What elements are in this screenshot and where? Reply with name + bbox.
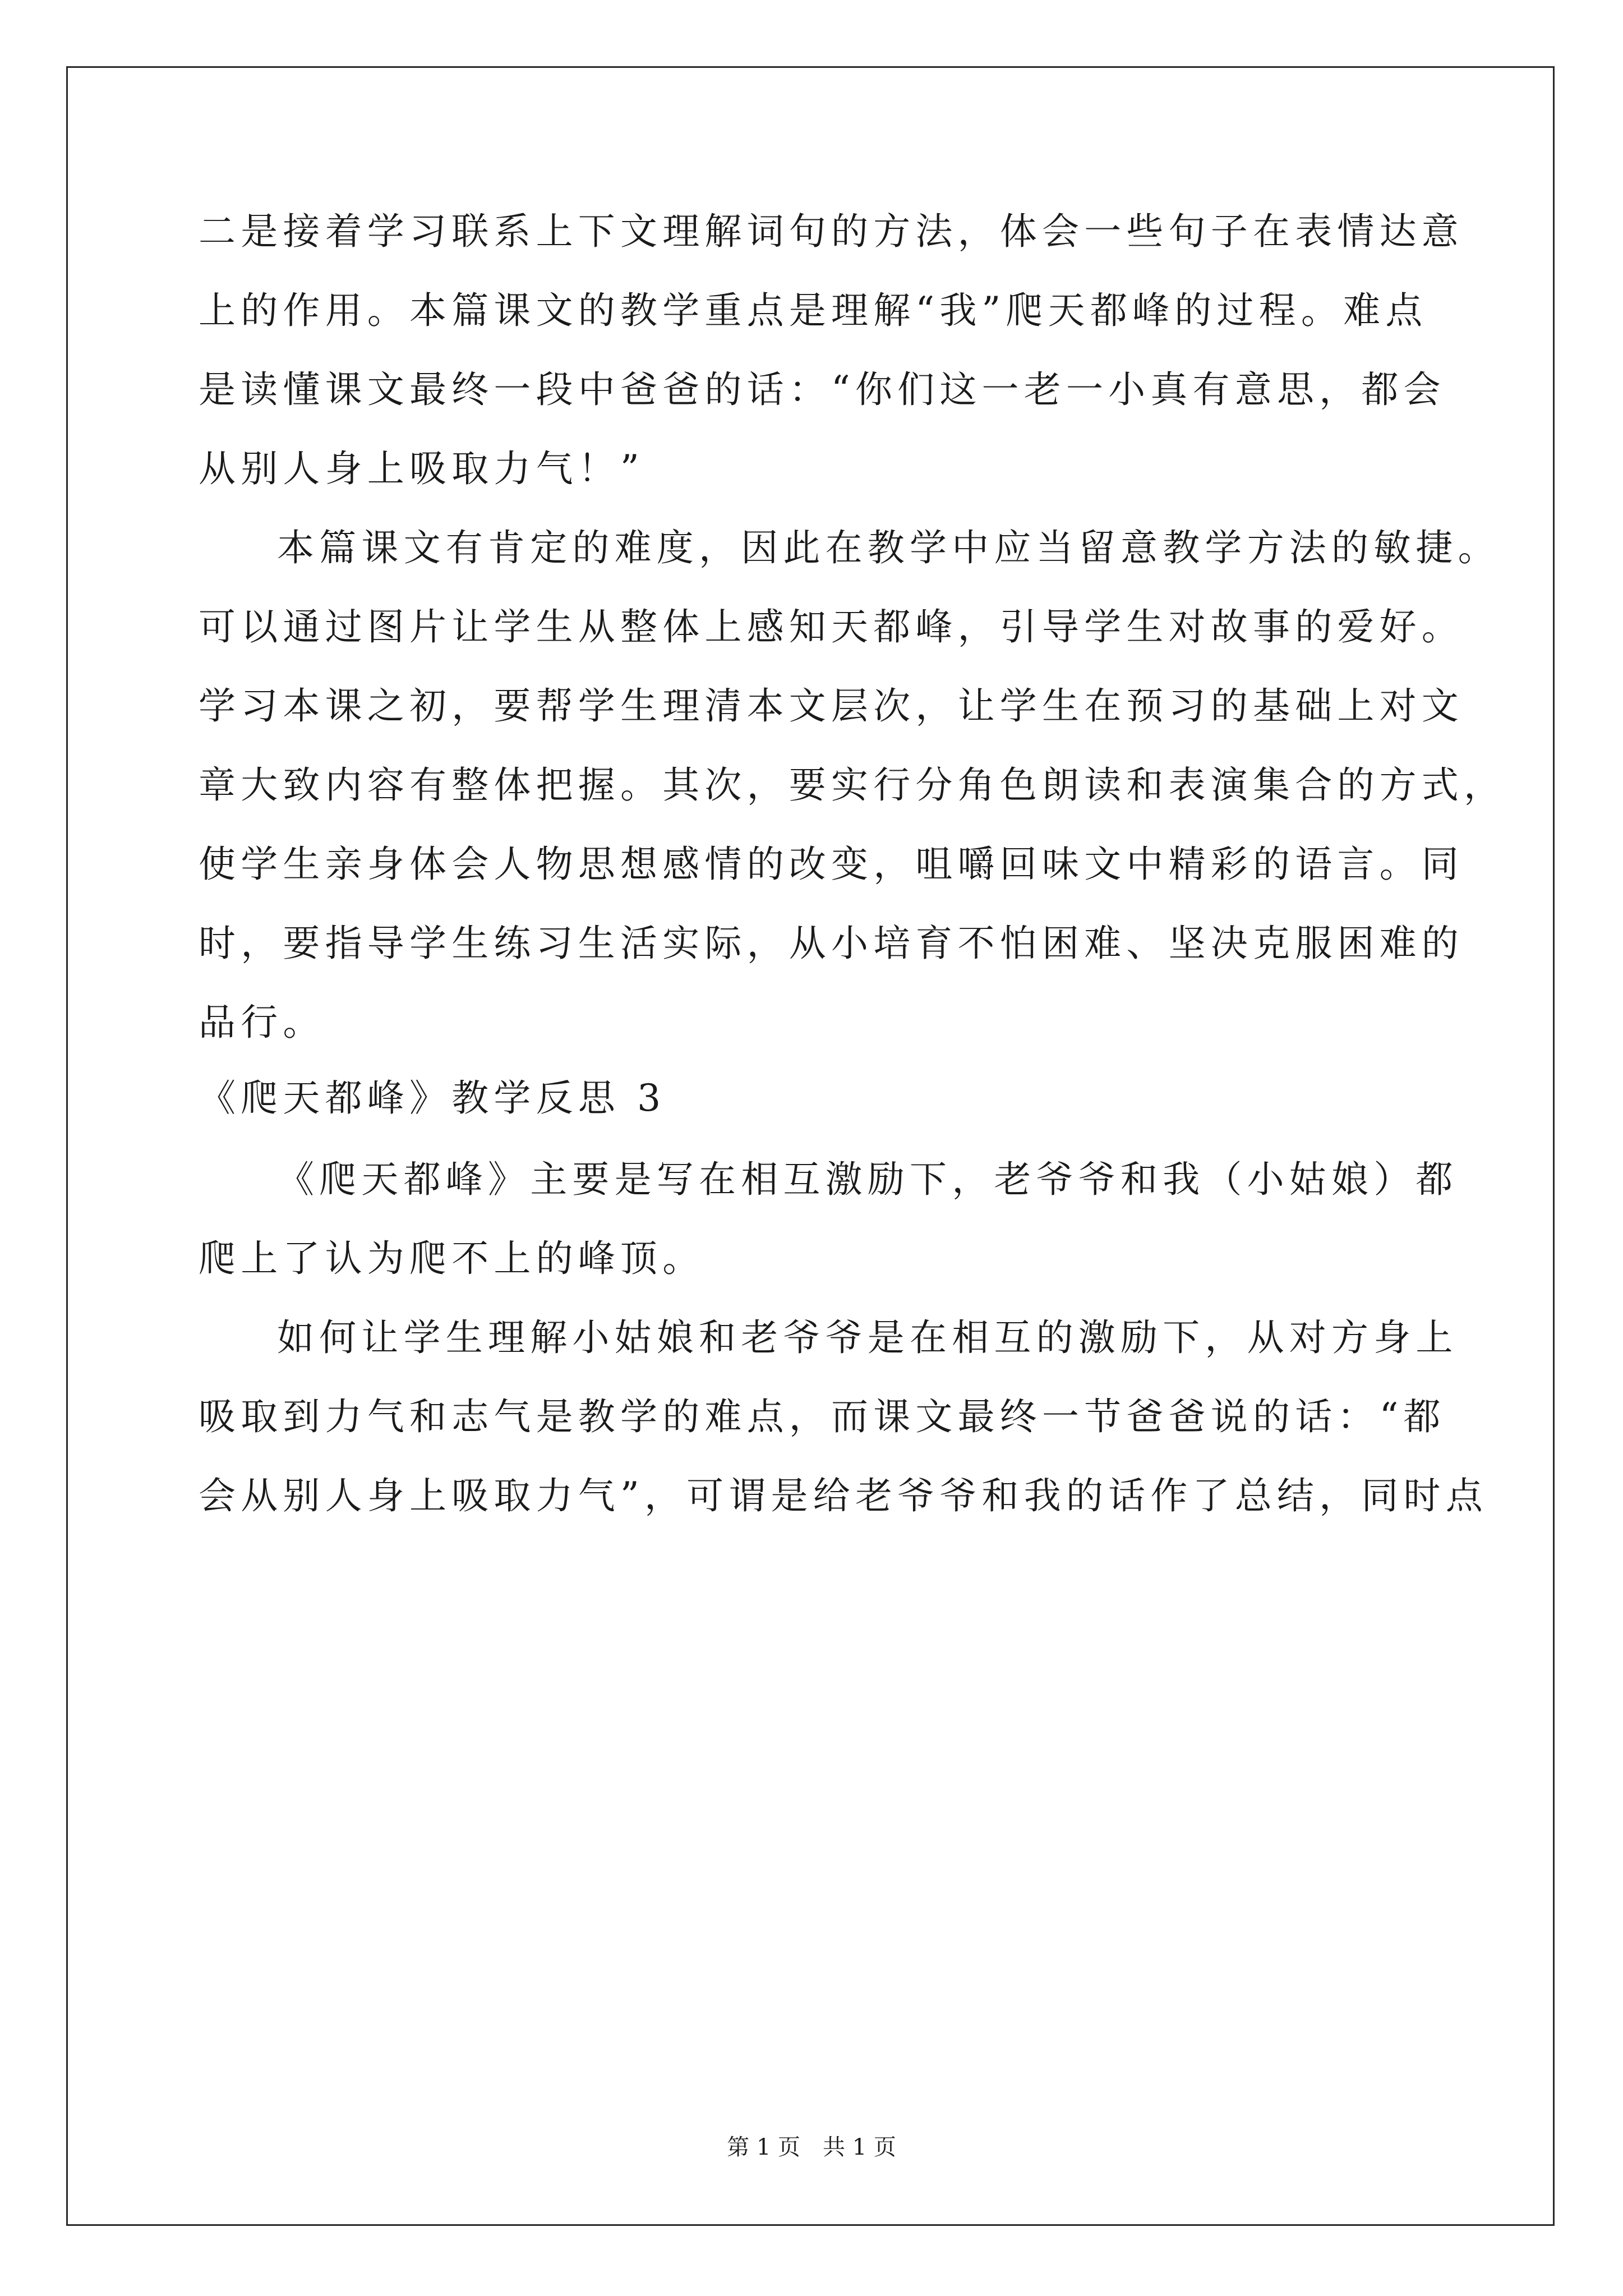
text-line: 《爬天都峰》主要是写在相互激励下，老爷爷和我（小姑娘）都 (277, 1158, 1458, 1201)
text-line: 学习本课之初，要帮学生理清本文层次，让学生在预习的基础上对文 (199, 684, 1464, 728)
text-line: 爬上了认为爬不上的峰顶。 (199, 1237, 705, 1280)
text-line: 从别人身上吸取力气！” (199, 447, 644, 490)
text-line: 品行。 (199, 1001, 325, 1044)
text-line: 会从别人身上吸取力气”，可谓是给老爷爷和我的话作了总结，同时点 (199, 1474, 1488, 1517)
section-heading: 《爬天都峰》教学反思 3 (199, 1076, 666, 1120)
text-line: 使学生亲身体会人物思想感情的改变，咀嚼回味文中精彩的语言。同 (199, 843, 1464, 886)
text-line: 时，要指导学生练习生活实际，从小培育不怕困难、坚决克服困难的 (199, 922, 1464, 965)
text-line: 吸取到力气和志气是教学的难点，而课文最终一节爸爸说的话：“都 (199, 1395, 1446, 1438)
text-line: 如何让学生理解小姑娘和老爷爷是在相互的激励下，从对方身上 (277, 1316, 1458, 1359)
text-line: 本篇课文有肯定的难度，因此在教学中应当留意教学方法的敏捷。 (277, 526, 1500, 569)
text-line: 上的作用。本篇课文的教学重点是理解“我”爬天都峰的过程。难点 (199, 289, 1428, 332)
page-footer: 第 1 页 共 1 页 (727, 2134, 896, 2160)
text-line: 章大致内容有整体把握。其次，要实行分角色朗读和表演集合的方式， (199, 763, 1506, 807)
text-line: 是读懂课文最终一段中爸爸的话：“你们这一老一小真有意思，都会 (199, 368, 1446, 411)
text-line: 可以通过图片让学生从整体上感知天都峰，引导学生对故事的爱好。 (199, 605, 1464, 648)
text-line: 二是接着学习联系上下文理解词句的方法，体会一些句子在表情达意 (199, 210, 1464, 253)
